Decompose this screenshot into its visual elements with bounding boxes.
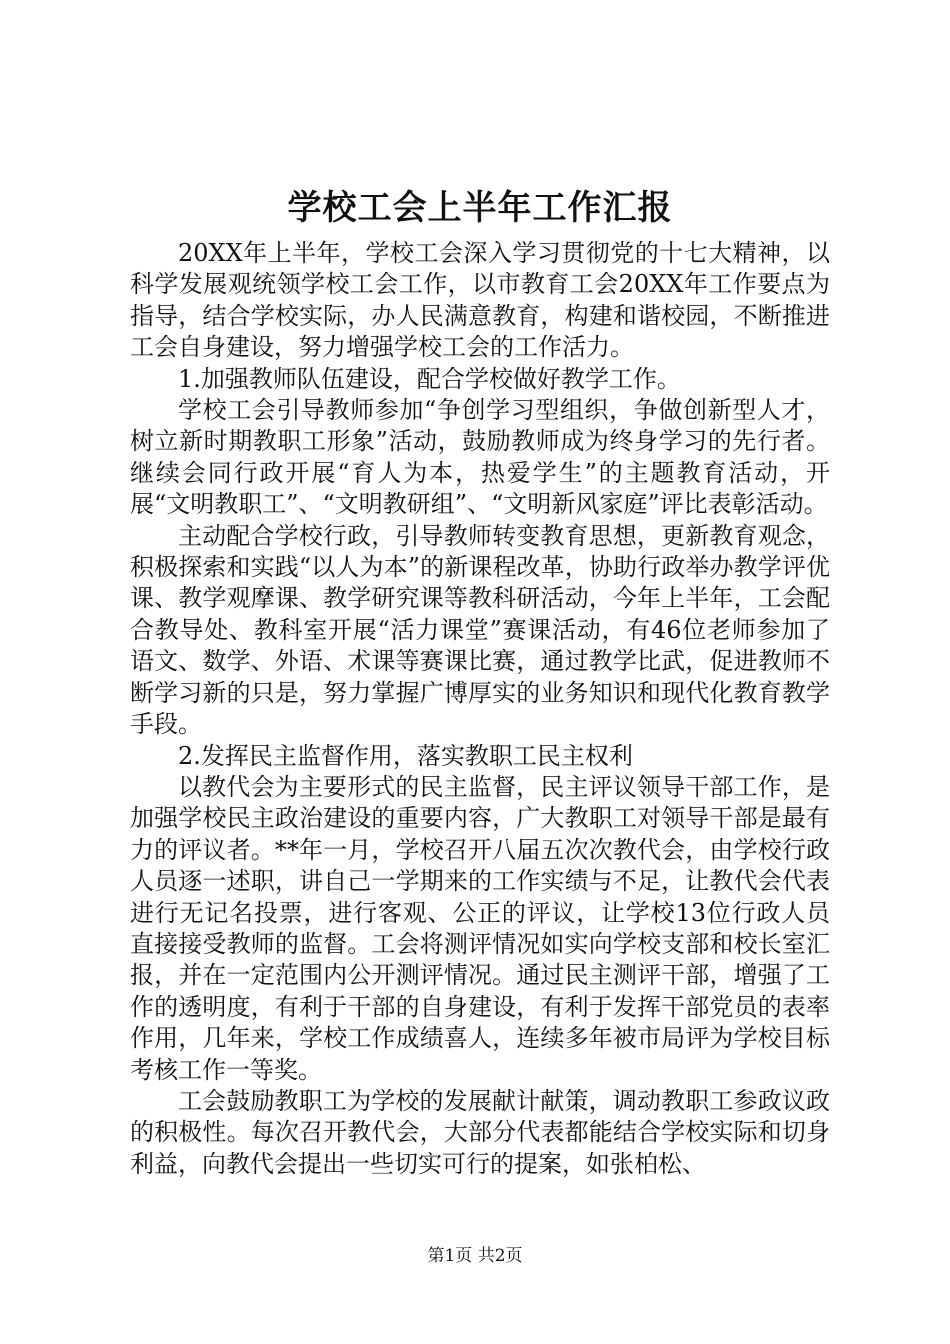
paragraph-intro: 20XX年上半年，学校工会深入学习贯彻党的十七大精神，以科学发展观统领学校工会工作，以市教育工会20XX年工作要点为指导，结合学校实际，办人民满意教育，构建和谐校园，不断推进工会自身建设，努力增强学校工会的工作活力。 [130, 239, 830, 362]
paragraph-section1-a: 学校工会引导教师参加“争创学习型组织，争做创新型人才，树立新时期教职工形象”活动，鼓励教师成为终身学习的先行者。继续会同行政开展“育人为本，热爱学生”的主题教育活动，开展“文明教职工”、“文明教研组”、“文明新风家庭”评比表彰活动。 [130, 396, 830, 519]
document-page [130, 180, 830, 1180]
page-footer: 第1页 共2页 [427, 1246, 523, 1266]
section-heading-1: 1.加强教师队伍建设，配合学校做好教学工作。 [178, 364, 681, 393]
paragraph-section1-b: 主动配合学校行政，引导教师转变教育思想，更新教育观念，积极探索和实践“以人为本”的新课程改革，协助行政举办教学评优课、教学观摩课、教学研究课等教科研活动，今年上半年，工会配合教导处、教科室开展“活力课堂”赛课活动，有46位老师参加了语文、数学、外语、术课等赛课比赛，通过教学比武，促进教师不断学习新的只是，努力掌握广博厚实的业务知识和现代化教育教学手段。 [130, 521, 830, 739]
section-heading-2: 2.发挥民主监督作用，落实教职工民主权利 [178, 741, 633, 770]
paragraph-section2-a: 以教代会为主要形式的民主监督，民主评议领导干部工作，是加强学校民主政治建设的重要内容，广大教职工对领导干部是最有力的评议者。**年一月，学校召开八届五次次教代会，由学校行政人员逐一述职，讲自己一学期来的工作实绩与不足，让教代会代表进行无记名投票，进行客观、公正的评议，让学校13位行政人员直接接受教师的监督。工会将测评情况如实向学校支部和校长室汇报，并在一定范围内公开测评情况。通过民主测评干部，增强了工作的透明度，有利于干部的自身建设，有利于发挥干部党员的表率作用，几年来，学校工作成绩喜人，连续多年被市局评为学校目标考核工作一等奖。 [130, 772, 830, 1084]
paragraph-section2-b: 工会鼓励教职工为学校的发展献计献策，调动教职工参政议政的积极性。每次召开教代会，大部分代表都能结合学校实际和切身利益，向教代会提出一些切实可行的提案，如张柏松、 [130, 1086, 830, 1178]
document-title: 学校工会上半年工作汇报 [287, 188, 673, 228]
